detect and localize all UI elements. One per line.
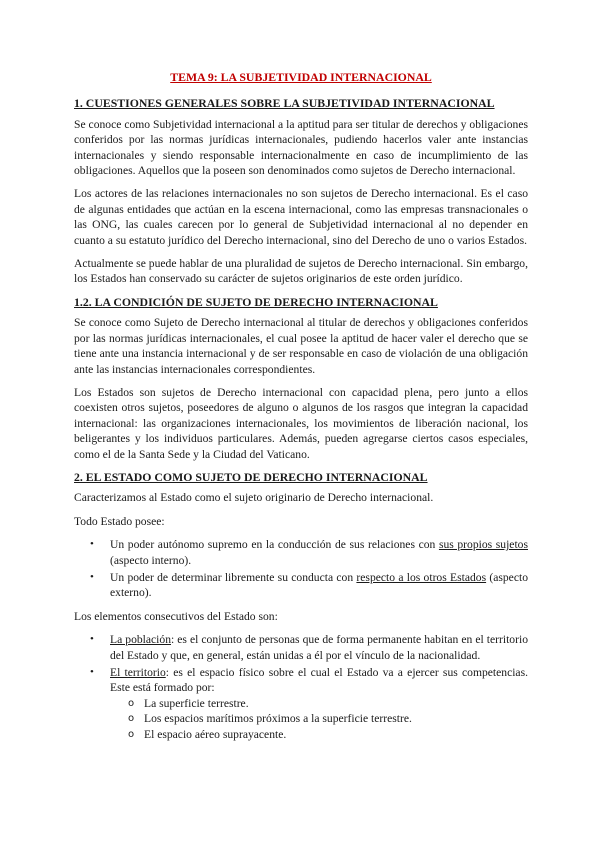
section-1-paragraph-3: Actualmente se puede hablar de una pluralidad de sujetos de Derecho internacional. Sin embargo, los Estados han conservado su carácter de sujetos originarios de este orden jurídico. <box>74 257 528 286</box>
bullet-icon: • <box>90 633 94 646</box>
list-item: o La superficie terrestre. <box>128 696 249 710</box>
bullet-icon: • <box>90 570 94 583</box>
section-2-paragraph-1: Caracterizamos al Estado como el sujeto originario de Derecho internacional. <box>74 491 434 505</box>
list-item: • El territorio: es el espacio físico sobre el cual el Estado va a ejercer sus competencias. Este está formado por: o La superficie terrestre. o Los espacios marítimos próximos a la superficie terrestre. o El espacio aéreo suprayacente. <box>90 666 528 741</box>
bullet-icon: • <box>90 666 94 678</box>
section-2-paragraph-2: Todo Estado posee: <box>74 514 165 528</box>
section-2-heading: 2. EL ESTADO COMO SUJETO DE DERECHO INTERNACIONAL <box>74 469 428 484</box>
circle-bullet-icon: o <box>128 713 135 725</box>
territorio-sublist <box>110 696 528 742</box>
section-1-2-heading: 1.2. LA CONDICIÓN DE SUJETO DE DERECHO INTERNACIONAL <box>74 294 438 309</box>
section-1-heading: 1. CUESTIONES GENERALES SOBRE LA SUBJETIVIDAD INTERNACIONAL <box>74 96 495 111</box>
list-item: • Un poder de determinar libremente su conducta con respecto a los otros Estados (aspecto externo). <box>90 570 528 600</box>
section-2-paragraph-3: Los elementos consecutivos del Estado son: <box>74 609 278 623</box>
section-1-paragraph-2: Los actores de las relaciones internacionales no son sujetos de Derecho internacional. Es el caso de algunas entidades que actúan en la escena internacional, como las empresas transnacionales o las ONG, las cuales carecen por lo general de Subjetividad internacional al no depender en cuanto a su estatuto jurídico del Derecho internacional, sino del Derecho de uno o varios Estados. <box>74 187 528 247</box>
list-item: o Los espacios marítimos próximos a la superficie terrestre. <box>128 712 412 726</box>
bullet-icon: • <box>90 538 94 551</box>
list-item: o El espacio aéreo suprayacente. <box>128 727 287 741</box>
section-1-2-paragraph-1: Se conoce como Sujeto de Derecho internacional al titular de derechos y obligaciones conferidos por las normas jurídicas internacionales, el cual posee la aptitud de hacer valer el derecho que se tiene ante una instancia internacional y de ser responsable en caso de violación de una obligación ante las instancias internacionales correspondientes. <box>74 316 528 376</box>
elementos-list <box>74 632 528 742</box>
document-title: TEMA 9: LA SUBJETIVIDAD INTERNACIONAL <box>170 70 432 84</box>
section-1-2-paragraph-2: Los Estados son sujetos de Derecho internacional con capacidad plena, pero junto a ellos coexisten otros sujetos, poseedores de alguno o algunos de los rasgos que integran la capacidad internacional: las organizaciones internacionales, los movimientos de liberación nacional, los beligerantes y los individuos particulares. Además, pueden agregarse ciertos casos especiales, como el de la Santa Sede y la Ciudad del Vaticano. <box>74 385 528 461</box>
list-item: • Un poder autónomo supremo en la conducción de sus relaciones con sus propios sujetos (aspecto interno). <box>90 538 528 567</box>
section-1-paragraph-1: Se conoce como Subjetividad internacional a la aptitud para ser titular de derechos y obligaciones conferidos por las normas jurídicas internacionales, pudiendo hacerlos valer ante instancias internacionales y siendo responsable internacionalmente en caso de incumplimiento de las obligaciones. Aquellos que la poseen son denominados como sujetos de Derecho internacional. <box>74 117 528 178</box>
posee-list <box>74 537 528 601</box>
list-item: • La población: es el conjunto de personas que de forma permanente habitan en el territorio del Estado y que, en general, están unidas a él por el vínculo de la nacionalidad. <box>90 633 528 662</box>
circle-bullet-icon: o <box>128 728 135 740</box>
circle-bullet-icon: o <box>128 697 135 709</box>
